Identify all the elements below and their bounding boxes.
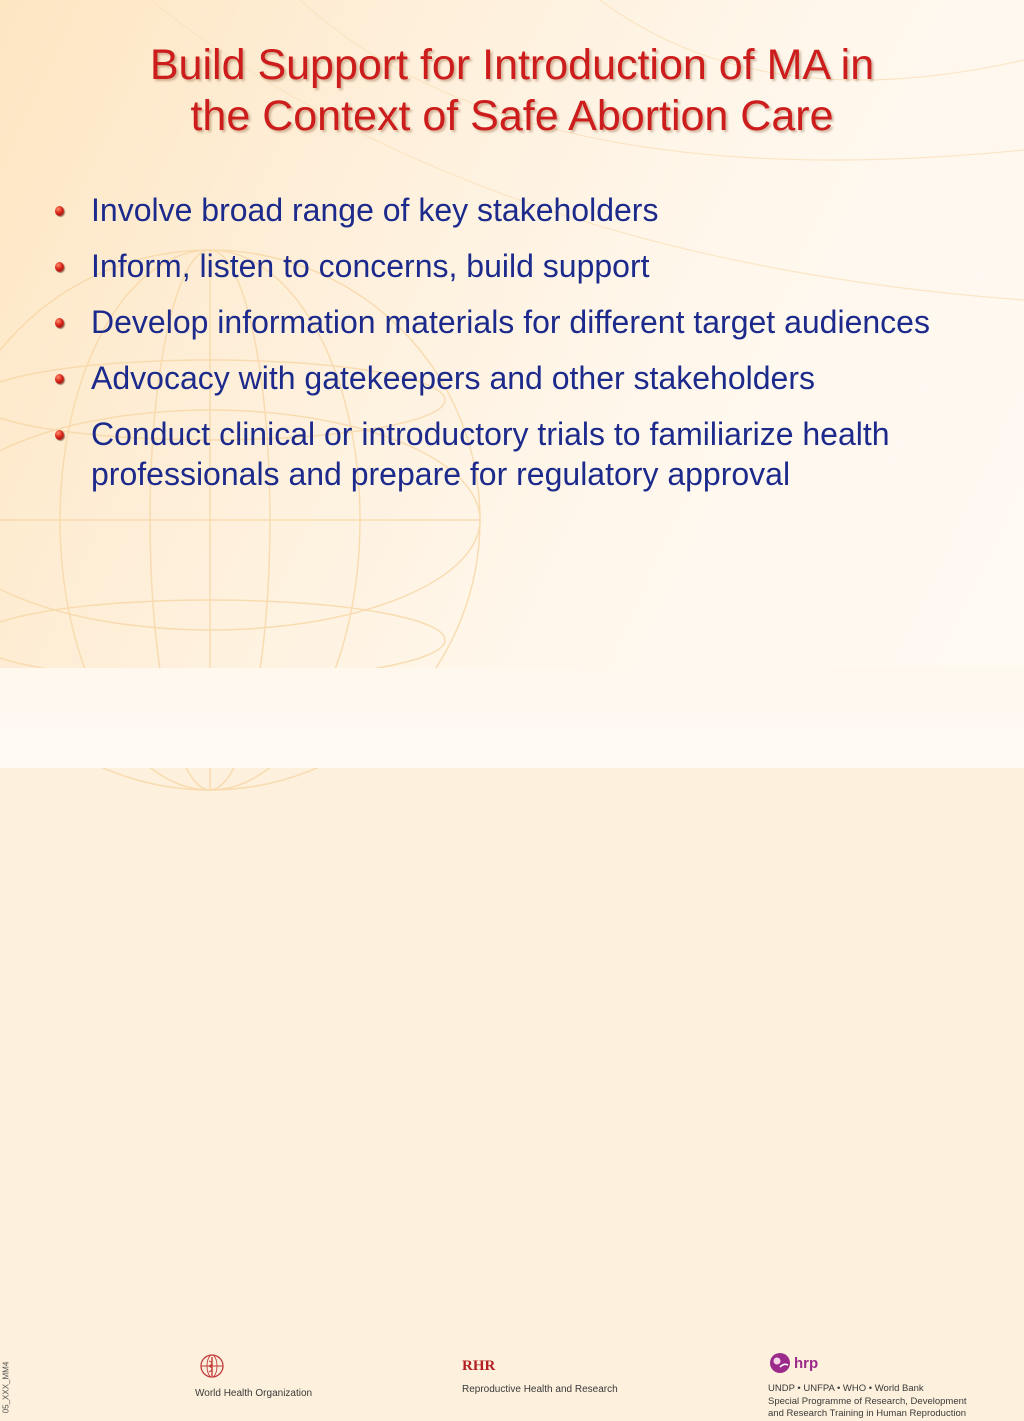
bullet-list	[50, 190, 980, 510]
slide-title-line-2: the Context of Safe Abortion Care	[190, 92, 834, 140]
hrp-line-2: Special Programme of Research, Development	[768, 1395, 967, 1407]
rhr-label: Reproductive Health and Research	[462, 1384, 618, 1395]
bullet-item	[50, 358, 980, 398]
hrp-logo	[768, 1351, 967, 1421]
hrp-description	[768, 1383, 967, 1421]
who-label: World Health Organization	[195, 1388, 313, 1399]
hrp-mark-row	[768, 1351, 967, 1375]
bullet-text: Advocacy with gatekeepers and other stakeholders	[91, 360, 815, 396]
red-sphere-bullet-icon	[55, 430, 64, 440]
hrp-line-1: UNDP • UNFPA • WHO • World Bank	[768, 1383, 924, 1394]
bullet-item	[50, 246, 980, 286]
who-logo	[195, 1353, 312, 1399]
bullet-text: Involve broad range of key stakeholders	[91, 192, 659, 228]
who-emblem-icon	[199, 1353, 225, 1379]
footer-logo-bar	[0, 668, 1024, 1419]
bullet-item	[50, 190, 980, 230]
rhr-logo	[462, 1356, 618, 1395]
red-sphere-bullet-icon	[55, 374, 64, 384]
hrp-mark: hrp	[794, 1354, 819, 1372]
bullet-text: Develop information materials for different target audiences	[91, 304, 930, 340]
red-sphere-bullet-icon	[55, 318, 64, 328]
bullet-item	[50, 302, 980, 342]
red-sphere-bullet-icon	[55, 206, 64, 216]
slide-title	[40, 40, 984, 142]
hrp-line-3: and Research Training in Human Reproduction	[768, 1408, 967, 1419]
red-sphere-bullet-icon	[55, 262, 64, 272]
hrp-logo-icon	[768, 1351, 792, 1375]
bullet-text: Conduct clinical or introductory trials to familiarize health professionals and prepare for regulatory approval	[91, 416, 890, 492]
bullet-text: Inform, listen to concerns, build support	[91, 248, 650, 284]
bullet-item	[50, 414, 980, 494]
slide-code: 05_XXX_MM4	[1, 1361, 11, 1414]
rhr-mark: RHR	[462, 1358, 496, 1374]
slide-title-line-1: Build Support for Introduction of MA in	[149, 41, 875, 89]
